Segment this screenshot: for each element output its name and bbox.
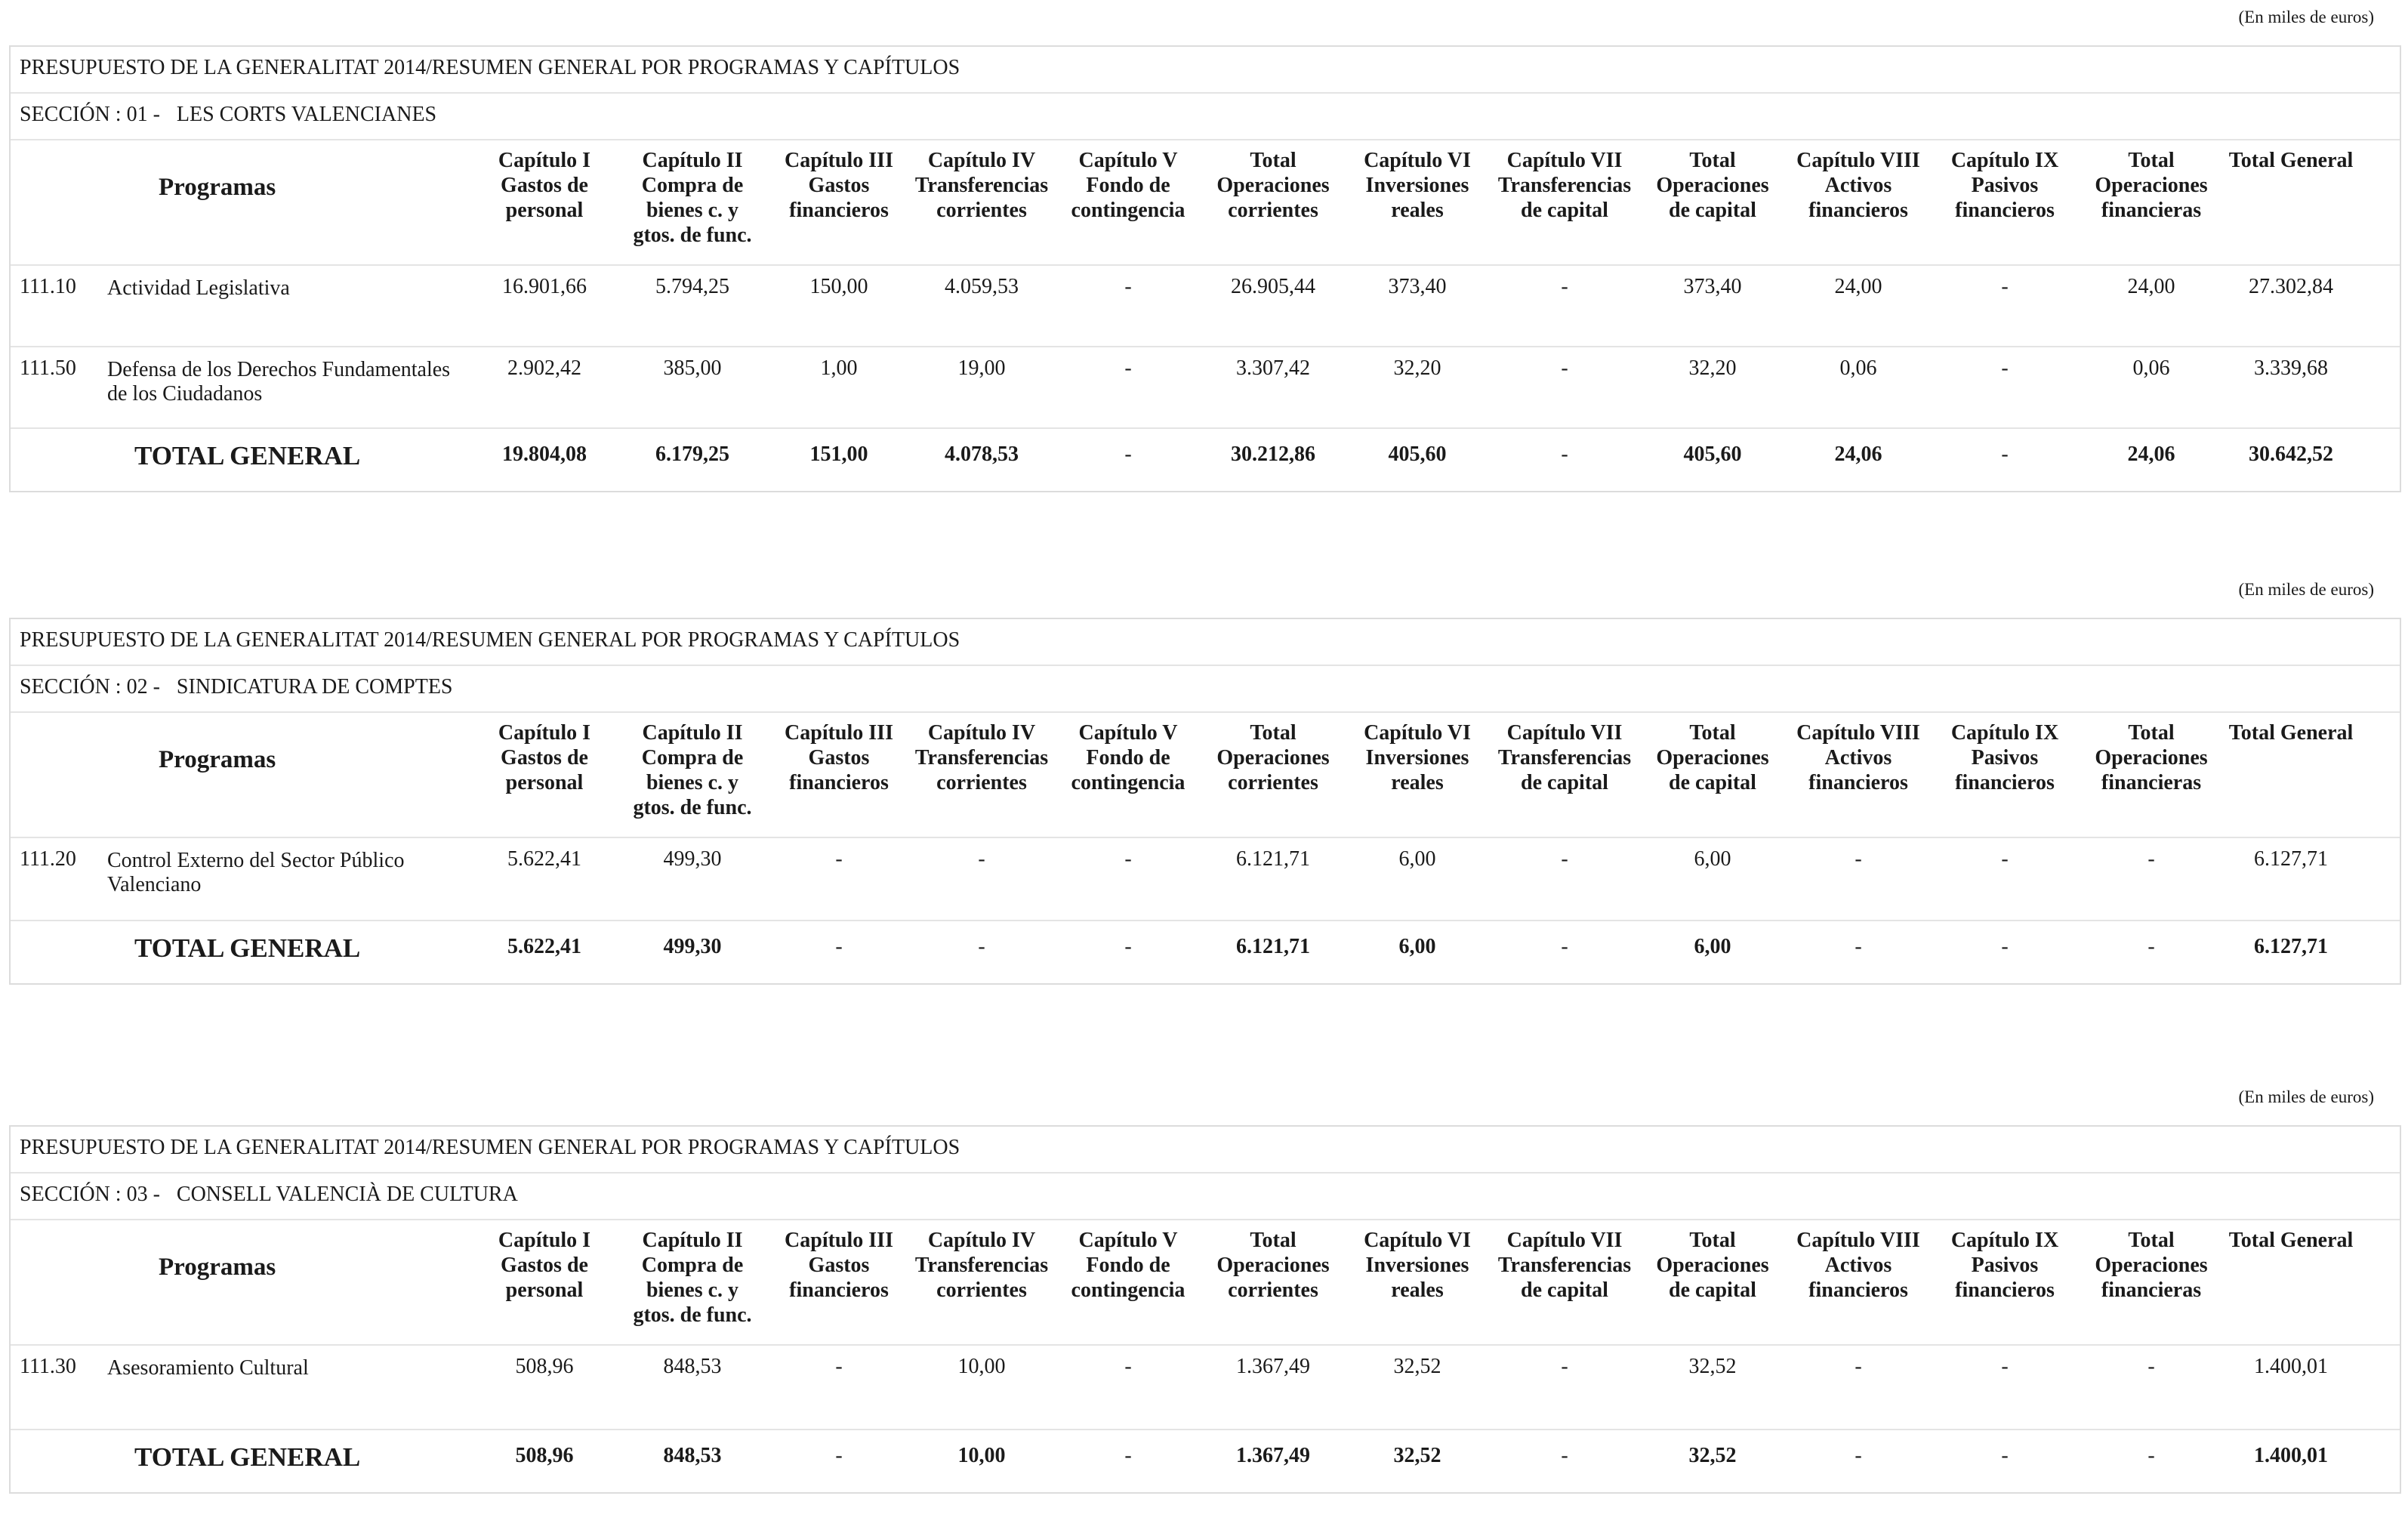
value-cell: - [2147, 1355, 2155, 1378]
column-header [621, 148, 764, 248]
column-header-line: Gastos de [501, 1254, 588, 1277]
column-header-line: gtos. de func. [633, 224, 752, 247]
value-cell: - [835, 847, 843, 871]
section-table [9, 45, 2401, 492]
column-header [473, 148, 616, 223]
column-header-line: Capítulo I [498, 721, 591, 745]
program-code: 111.30 [20, 1355, 76, 1378]
column-header-line: Pasivos [1971, 746, 2039, 770]
column-header-line: Total [2128, 1229, 2175, 1252]
column-header-line: Fondo de [1086, 1254, 1170, 1277]
units-note: (En miles de euros) [2238, 580, 2374, 599]
column-header [1493, 148, 1636, 223]
column-header-line: reales [1391, 1278, 1444, 1302]
column-header-line: corrientes [1228, 1278, 1318, 1302]
column-header [1201, 720, 1345, 795]
column-header-line: Compra de [641, 1254, 744, 1277]
value-cell: 0,06 [2132, 356, 2170, 380]
column-header [1787, 720, 1930, 795]
column-header-line: Activos [1824, 746, 1892, 770]
total-row [11, 921, 2400, 983]
program-row [11, 266, 2400, 347]
total-cell: 6.127,71 [2254, 935, 2328, 958]
total-cell: 508,96 [515, 1444, 574, 1467]
value-cell: 385,00 [663, 356, 722, 380]
value-cell: 3.339,68 [2254, 356, 2328, 380]
value-cell: - [1124, 847, 1132, 871]
total-cell: - [835, 935, 843, 958]
column-header-line: corrientes [1228, 199, 1318, 222]
value-cell: - [2001, 847, 2009, 871]
section-heading [11, 94, 2400, 140]
program-code: 111.50 [20, 356, 76, 380]
column-header-row [11, 713, 2400, 838]
total-label: TOTAL GENERAL [134, 441, 361, 470]
column-header-line: Total General [2228, 149, 2354, 172]
value-cell: 19,00 [957, 356, 1006, 380]
total-cell: 30.212,86 [1231, 443, 1315, 466]
column-header-line: Capítulo V [1078, 721, 1178, 745]
column-header-line: financieros [1808, 1278, 1908, 1302]
column-header-line: Total [1250, 149, 1296, 172]
section-table [9, 1125, 2401, 1494]
total-cell: 5.622,41 [507, 935, 581, 958]
column-header [1346, 1228, 1489, 1303]
column-header-line: bienes c. y [646, 771, 739, 794]
column-header-line: Capítulo III [785, 721, 893, 745]
program-name: Actividad Legislativa [107, 276, 290, 300]
value-cell: 0,06 [1839, 356, 1877, 380]
column-header-line: Total [2128, 149, 2175, 172]
column-header-line: Capítulo I [498, 1229, 591, 1252]
column-header-line: de capital [1521, 199, 1608, 222]
total-cell: - [1124, 935, 1132, 958]
column-header [621, 720, 764, 820]
column-header-line: Gastos [808, 746, 870, 770]
column-header [1346, 148, 1489, 223]
total-cell: - [1561, 935, 1568, 958]
column-header-line: Fondo de [1086, 746, 1170, 770]
column-header-line: contingencia [1071, 199, 1186, 222]
value-cell: 1.367,49 [1236, 1355, 1310, 1378]
column-header-line: contingencia [1071, 771, 1186, 794]
total-cell: 24,06 [1834, 443, 1882, 466]
column-header-line: Activos [1824, 1254, 1892, 1277]
total-cell: - [978, 935, 985, 958]
column-header-line: Capítulo VIII [1796, 721, 1920, 745]
column-header-line: gtos. de func. [633, 796, 752, 819]
column-header [1933, 148, 2077, 223]
value-cell: 16.901,66 [502, 275, 587, 298]
column-header-line: Activos [1824, 174, 1892, 197]
programas-header: Programas [159, 1254, 276, 1281]
column-header-line: corrientes [936, 199, 1027, 222]
value-cell: 32,20 [1393, 356, 1441, 380]
column-header [767, 720, 911, 795]
value-cell: 373,40 [1388, 275, 1447, 298]
column-header-line: Capítulo VIII [1796, 149, 1920, 172]
total-cell: 32,52 [1688, 1444, 1737, 1467]
column-header-line: Compra de [641, 174, 744, 197]
units-note: (En miles de euros) [2238, 1087, 2374, 1106]
value-cell: 2.902,42 [507, 356, 581, 380]
value-cell: 4.059,53 [945, 275, 1019, 298]
section-heading [11, 1174, 2400, 1220]
value-cell: - [1855, 847, 1862, 871]
total-cell: 6.121,71 [1236, 935, 1310, 958]
report-title: PRESUPUESTO DE LA GENERALITAT 2014/RESUMEN GENERAL POR PROGRAMAS Y CAPÍTULOS [11, 1127, 2400, 1174]
column-header-line: Pasivos [1971, 174, 2039, 197]
column-header-line: Capítulo VII [1506, 149, 1623, 172]
value-cell: 24,00 [2127, 275, 2175, 298]
total-cell: 4.078,53 [945, 443, 1019, 466]
total-cell: 24,06 [2127, 443, 2175, 466]
column-header-line: financieras [2101, 199, 2202, 222]
column-header-line: Total [1250, 1229, 1296, 1252]
column-header-line: Capítulo IV [927, 149, 1036, 172]
total-label: TOTAL GENERAL [134, 1442, 361, 1472]
column-header-line: Capítulo III [785, 1229, 893, 1252]
column-header [1201, 1228, 1345, 1303]
column-header [473, 1228, 616, 1303]
column-header [473, 720, 616, 795]
total-cell: - [2001, 1444, 2009, 1467]
column-header-line: Capítulo V [1078, 149, 1178, 172]
column-header-line: Operaciones [1216, 1254, 1330, 1277]
column-header-line: Capítulo II [642, 721, 743, 745]
column-header [910, 720, 1053, 795]
column-header-line: de capital [1669, 199, 1756, 222]
column-header-line: Inversiones [1365, 174, 1469, 197]
section-code: SECCIÓN : 03 - [20, 1183, 160, 1206]
value-cell: 32,52 [1688, 1355, 1737, 1378]
value-cell: 10,00 [957, 1355, 1006, 1378]
column-header-line: Total [2128, 721, 2175, 745]
value-cell: 6.127,71 [2254, 847, 2328, 871]
column-header-line: Transferencias [1497, 174, 1632, 197]
column-header [1641, 1228, 1784, 1303]
value-cell: 24,00 [1834, 275, 1882, 298]
column-header-line: Transferencias [914, 174, 1049, 197]
column-header-line: Capítulo II [642, 1229, 743, 1252]
column-header-line: Capítulo VIII [1796, 1229, 1920, 1252]
column-header-line: Inversiones [1365, 746, 1469, 770]
column-header-line: Capítulo V [1078, 1229, 1178, 1252]
column-header-line: Total General [2228, 721, 2354, 745]
column-header-line: gtos. de func. [633, 1303, 752, 1327]
column-header-line: financieros [789, 771, 889, 794]
column-header-line: financieros [789, 1278, 889, 1302]
column-header-line: de capital [1669, 1278, 1756, 1302]
column-header-line: corrientes [936, 1278, 1027, 1302]
total-cell: 848,53 [663, 1444, 722, 1467]
column-header-line: Total [1689, 1229, 1736, 1252]
program-code: 111.20 [20, 847, 76, 871]
column-header-line: financieros [789, 199, 889, 222]
value-cell: - [1561, 356, 1568, 380]
total-cell: 405,60 [1683, 443, 1742, 466]
column-header [767, 1228, 911, 1303]
column-header [1787, 148, 1930, 223]
column-header [1056, 148, 1200, 223]
value-cell: - [2001, 356, 2009, 380]
total-cell: 6.179,25 [655, 443, 729, 466]
total-cell: - [1561, 1444, 1568, 1467]
column-header-line: Transferencias [1497, 746, 1632, 770]
section-heading [11, 666, 2400, 713]
value-cell: 150,00 [809, 275, 868, 298]
column-header [1933, 1228, 2077, 1303]
value-cell: 27.302,84 [2249, 275, 2333, 298]
value-cell: - [1561, 275, 1568, 298]
value-cell: - [2001, 275, 2009, 298]
total-cell: 1.400,01 [2254, 1444, 2328, 1467]
column-header-line: de capital [1521, 1278, 1608, 1302]
value-cell: 848,53 [663, 1355, 722, 1378]
section-code: SECCIÓN : 02 - [20, 675, 160, 699]
column-header-line: financieros [1808, 199, 1908, 222]
column-header-line: Capítulo I [498, 149, 591, 172]
column-header [2080, 148, 2223, 223]
column-header-line: financieros [1808, 771, 1908, 794]
total-row [11, 1430, 2400, 1492]
section-name: LES CORTS VALENCIANES [176, 103, 437, 126]
column-header-line: financieros [1955, 199, 2055, 222]
column-header [1056, 1228, 1200, 1303]
column-header [1493, 720, 1636, 795]
column-header-line: Pasivos [1971, 1254, 2039, 1277]
total-cell: - [1855, 935, 1862, 958]
column-header-line: personal [505, 1278, 584, 1302]
column-header [1641, 720, 1784, 795]
program-row [11, 347, 2400, 429]
total-cell: 30.642,52 [2249, 443, 2333, 466]
column-header-line: Operaciones [1216, 746, 1330, 770]
value-cell: 26.905,44 [1231, 275, 1315, 298]
value-cell: 1.400,01 [2254, 1355, 2328, 1378]
column-header-line: Capítulo VI [1364, 1229, 1471, 1252]
column-header-line: personal [505, 199, 584, 222]
column-header [1641, 148, 1784, 223]
column-header-line: Capítulo IX [1950, 1229, 2059, 1252]
column-header-line: Inversiones [1365, 1254, 1469, 1277]
column-header-line: Compra de [641, 746, 744, 770]
column-header-line: financieros [1955, 771, 2055, 794]
total-cell: 6,00 [1694, 935, 1731, 958]
total-cell: 10,00 [957, 1444, 1006, 1467]
column-header-line: Transferencias [914, 746, 1049, 770]
report-title: PRESUPUESTO DE LA GENERALITAT 2014/RESUMEN GENERAL POR PROGRAMAS Y CAPÍTULOS [11, 47, 2400, 94]
column-header-line: Fondo de [1086, 174, 1170, 197]
total-cell: 19.804,08 [502, 443, 587, 466]
total-cell: - [2001, 443, 2009, 466]
column-header-line: Operaciones [1656, 1254, 1769, 1277]
column-header-line: Operaciones [2095, 174, 2208, 197]
column-header-line: Gastos [808, 1254, 870, 1277]
column-header-line: contingencia [1071, 1278, 1186, 1302]
column-header-line: financieras [2101, 1278, 2202, 1302]
value-cell: 499,30 [663, 847, 722, 871]
column-header [2219, 1228, 2363, 1253]
program-name: Asesoramiento Cultural [107, 1356, 309, 1380]
section-name: CONSELL VALENCIÀ DE CULTURA [176, 1183, 518, 1206]
value-cell: - [1124, 1355, 1132, 1378]
program-code: 111.10 [20, 275, 76, 298]
total-cell: 405,60 [1388, 443, 1447, 466]
column-header-line: Capítulo VI [1364, 149, 1471, 172]
value-cell: - [1124, 275, 1132, 298]
total-cell: - [2001, 935, 2009, 958]
column-header-line: financieras [2101, 771, 2202, 794]
column-header [2080, 720, 2223, 795]
section-code: SECCIÓN : 01 - [20, 103, 160, 126]
column-header-line: financieros [1955, 1278, 2055, 1302]
column-header [2080, 1228, 2223, 1303]
total-cell: 151,00 [809, 443, 868, 466]
units-note: (En miles de euros) [2238, 8, 2374, 26]
column-header [910, 1228, 1053, 1303]
program-name: Defensa de los Derechos Fundamentales de los Ciudadanos [107, 358, 451, 406]
total-cell: - [835, 1444, 843, 1467]
column-header-line: corrientes [1228, 771, 1318, 794]
column-header-line: Total General [2228, 1229, 2354, 1252]
column-header-line: Capítulo VII [1506, 1229, 1623, 1252]
column-header-line: Total [1689, 721, 1736, 745]
column-header-line: Total [1250, 721, 1296, 745]
value-cell: 6.121,71 [1236, 847, 1310, 871]
column-header-line: de capital [1669, 771, 1756, 794]
total-cell: - [1855, 1444, 1862, 1467]
column-header-line: de capital [1521, 771, 1608, 794]
total-cell: - [1124, 1444, 1132, 1467]
value-cell: 3.307,42 [1236, 356, 1310, 380]
column-header-line: Gastos de [501, 174, 588, 197]
value-cell: 1,00 [820, 356, 858, 380]
column-header-line: Operaciones [1216, 174, 1330, 197]
column-header [1201, 148, 1345, 223]
column-header [2219, 720, 2363, 745]
column-header [1787, 1228, 1930, 1303]
value-cell: - [1124, 356, 1132, 380]
column-header [910, 148, 1053, 223]
total-cell: - [1124, 443, 1132, 466]
column-header-line: Capítulo IX [1950, 149, 2059, 172]
column-header-line: Operaciones [2095, 1254, 2208, 1277]
column-header-row [11, 140, 2400, 266]
column-header-line: Capítulo VI [1364, 721, 1471, 745]
value-cell: 6,00 [1694, 847, 1731, 871]
column-header-line: reales [1391, 199, 1444, 222]
column-header-line: Capítulo VII [1506, 721, 1623, 745]
total-cell: 32,52 [1393, 1444, 1441, 1467]
column-header-row [11, 1220, 2400, 1346]
report-title: PRESUPUESTO DE LA GENERALITAT 2014/RESUMEN GENERAL POR PROGRAMAS Y CAPÍTULOS [11, 619, 2400, 666]
column-header-line: Capítulo IV [927, 721, 1036, 745]
total-row [11, 429, 2400, 491]
column-header [1346, 720, 1489, 795]
column-header-line: Capítulo IX [1950, 721, 2059, 745]
total-cell: 1.367,49 [1236, 1444, 1310, 1467]
value-cell: 5.622,41 [507, 847, 581, 871]
value-cell: - [2147, 847, 2155, 871]
column-header-line: Total [1689, 149, 1736, 172]
value-cell: - [1855, 1355, 1862, 1378]
column-header-line: Transferencias [1497, 1254, 1632, 1277]
column-header-line: reales [1391, 771, 1444, 794]
program-row [11, 838, 2400, 921]
column-header [1493, 1228, 1636, 1303]
value-cell: 32,20 [1688, 356, 1737, 380]
column-header-line: Transferencias [914, 1254, 1049, 1277]
total-cell: - [2147, 935, 2155, 958]
column-header-line: Operaciones [1656, 174, 1769, 197]
total-label: TOTAL GENERAL [134, 933, 361, 963]
column-header-line: Gastos de [501, 746, 588, 770]
value-cell: - [2001, 1355, 2009, 1378]
column-header [621, 1228, 764, 1328]
column-header [1056, 720, 1200, 795]
program-row [11, 1346, 2400, 1430]
column-header-line: Capítulo II [642, 149, 743, 172]
section-table [9, 618, 2401, 985]
column-header-line: personal [505, 771, 584, 794]
program-name: Control Externo del Sector Público Valenciano [107, 849, 405, 896]
column-header-line: Operaciones [2095, 746, 2208, 770]
column-header [767, 148, 911, 223]
column-header-line: Gastos [808, 174, 870, 197]
value-cell: - [835, 1355, 843, 1378]
column-header-line: Operaciones [1656, 746, 1769, 770]
column-header-line: Capítulo IV [927, 1229, 1036, 1252]
value-cell: 32,52 [1393, 1355, 1441, 1378]
value-cell: 5.794,25 [655, 275, 729, 298]
programas-header: Programas [159, 746, 276, 773]
value-cell: - [1561, 1355, 1568, 1378]
column-header-line: bienes c. y [646, 199, 739, 222]
column-header [1933, 720, 2077, 795]
value-cell: 373,40 [1683, 275, 1742, 298]
value-cell: - [1561, 847, 1568, 871]
total-cell: 499,30 [663, 935, 722, 958]
column-header-line: Capítulo III [785, 149, 893, 172]
value-cell: 508,96 [515, 1355, 574, 1378]
total-cell: - [2147, 1444, 2155, 1467]
section-name: SINDICATURA DE COMPTES [176, 675, 453, 699]
programas-header: Programas [159, 174, 276, 201]
value-cell: - [978, 847, 985, 871]
column-header-line: corrientes [936, 771, 1027, 794]
column-header [2219, 148, 2363, 173]
total-cell: - [1561, 443, 1568, 466]
total-cell: 6,00 [1398, 935, 1436, 958]
column-header-line: bienes c. y [646, 1278, 739, 1302]
value-cell: 6,00 [1398, 847, 1436, 871]
